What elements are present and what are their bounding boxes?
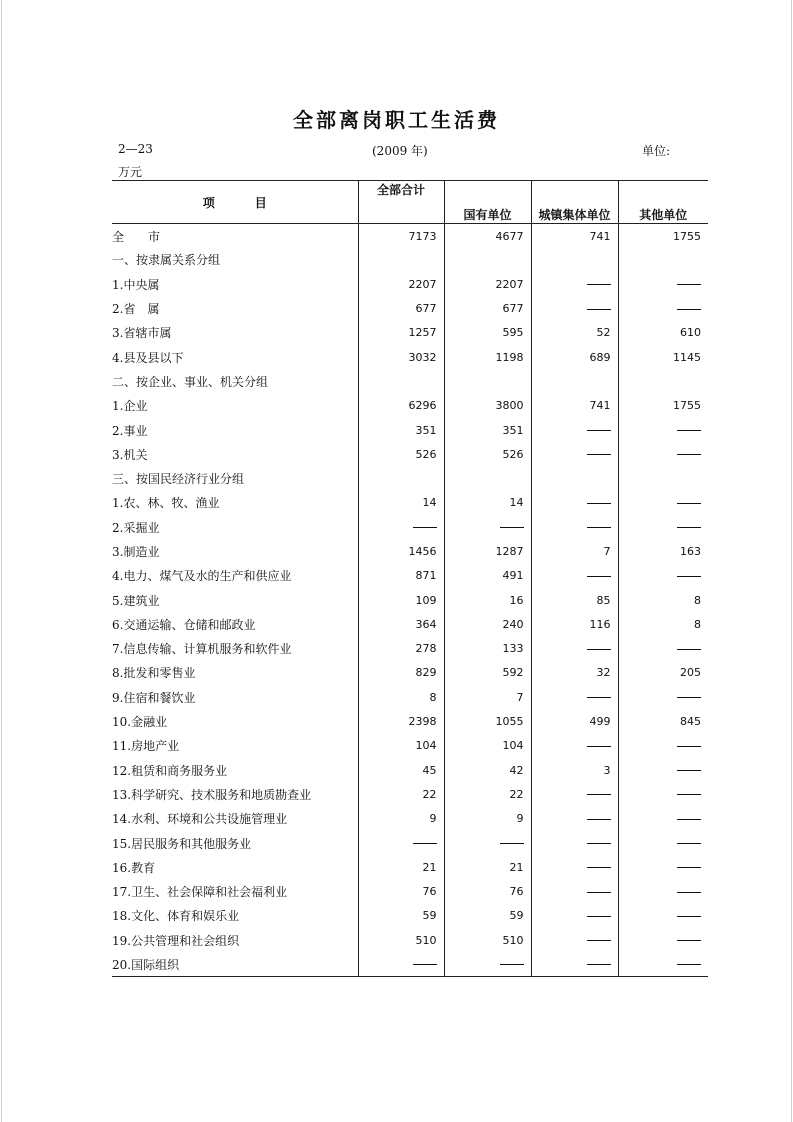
cell-urban-collective: 3 (531, 758, 618, 782)
cell-other-units (618, 491, 708, 515)
row-label: 13.科学研究、技术服务和地质勘查业 (112, 782, 358, 806)
dash-mark (587, 284, 611, 285)
cell-state-owned (444, 515, 531, 539)
table-number: 2—23 (118, 142, 153, 156)
table-row (112, 661, 708, 685)
cell-state-owned: 510 (444, 928, 531, 952)
cell-urban-collective (531, 248, 618, 272)
cell-state-owned: 677 (444, 296, 531, 320)
row-label: 二、按企业、事业、机关分组 (112, 369, 358, 393)
dash-mark (587, 916, 611, 917)
table-row (112, 224, 708, 248)
table-row (112, 855, 708, 879)
page-border-left (1, 0, 2, 1122)
row-label: 8.批发和零售业 (112, 661, 358, 685)
table-row (112, 442, 708, 466)
dash-mark (677, 746, 701, 747)
row-label: 16.教育 (112, 855, 358, 879)
cell-state-owned: 21 (444, 855, 531, 879)
dash-mark (677, 454, 701, 455)
cell-urban-collective: 689 (531, 345, 618, 369)
cell-other-units (618, 952, 708, 976)
cell-other-units (618, 904, 708, 928)
cell-total (358, 369, 444, 393)
cell-urban-collective (531, 807, 618, 831)
cell-other-units (618, 369, 708, 393)
cell-other-units (618, 855, 708, 879)
cell-total: 8 (358, 685, 444, 709)
cell-other-units (618, 782, 708, 806)
table-row (112, 491, 708, 515)
table-row (112, 807, 708, 831)
table-row (112, 685, 708, 709)
cell-total: 22 (358, 782, 444, 806)
cell-total: 2398 (358, 709, 444, 733)
table-row (112, 952, 708, 976)
cell-urban-collective: 499 (531, 709, 618, 733)
table-row (112, 904, 708, 928)
cell-other-units (618, 418, 708, 442)
row-label: 5.建筑业 (112, 588, 358, 612)
cell-urban-collective (531, 564, 618, 588)
table-row (112, 709, 708, 733)
cell-other-units (618, 685, 708, 709)
cell-state-owned: 42 (444, 758, 531, 782)
table-row (112, 296, 708, 320)
row-label: 全 市 (112, 224, 358, 248)
table-row (112, 734, 708, 758)
dash-mark (413, 964, 437, 965)
cell-total: 364 (358, 612, 444, 636)
cell-state-owned: 351 (444, 418, 531, 442)
cell-total: 14 (358, 491, 444, 515)
cell-total: 677 (358, 296, 444, 320)
unit-label: 单位: (642, 144, 671, 158)
dash-mark (587, 309, 611, 310)
row-label: 11.房地产业 (112, 734, 358, 758)
dash-mark (677, 940, 701, 941)
dash-mark (587, 892, 611, 893)
dash-mark (587, 649, 611, 650)
table-row (112, 831, 708, 855)
cell-state-owned: 14 (444, 491, 531, 515)
cell-state-owned: 491 (444, 564, 531, 588)
cell-urban-collective (531, 296, 618, 320)
cell-other-units: 8 (694, 593, 701, 607)
cell-total (358, 248, 444, 272)
cell-state-owned: 59 (444, 904, 531, 928)
cell-urban-collective (531, 491, 618, 515)
cell-total: 1456 (358, 539, 444, 563)
dash-mark (413, 843, 437, 844)
cell-state-owned: 7 (444, 685, 531, 709)
dash-mark (587, 940, 611, 941)
cell-other-units (618, 272, 708, 296)
cell-urban-collective (531, 952, 618, 976)
cell-state-owned: 1055 (444, 709, 531, 733)
dash-mark (587, 843, 611, 844)
row-label: 7.信息传输、计算机服务和软件业 (112, 637, 358, 661)
cell-state-owned: 9 (444, 807, 531, 831)
cell-state-owned: 22 (444, 782, 531, 806)
cell-urban-collective (531, 831, 618, 855)
table-body (112, 224, 708, 977)
cell-other-units: 205 (680, 666, 701, 680)
dash-mark (413, 527, 437, 528)
cell-state-owned: 526 (444, 442, 531, 466)
cell-other-units: 8 (694, 617, 701, 631)
unit-value: 万元 (118, 165, 143, 179)
cell-total: 871 (358, 564, 444, 588)
cell-urban-collective (531, 734, 618, 758)
dash-mark (587, 430, 611, 431)
cell-total: 829 (358, 661, 444, 685)
cell-state-owned (444, 248, 531, 272)
cell-state-owned: 4677 (444, 224, 531, 248)
page-title: 全部离岗职工生活费 (293, 108, 500, 132)
cell-urban-collective (531, 418, 618, 442)
cell-state-owned: 595 (444, 321, 531, 345)
cell-other-units (618, 466, 708, 490)
statistics-table (112, 180, 708, 977)
dash-mark (677, 284, 701, 285)
cell-urban-collective: 7 (531, 539, 618, 563)
table-row (112, 272, 708, 296)
dash-mark (500, 527, 524, 528)
header-item (112, 181, 358, 224)
cell-other-units (618, 296, 708, 320)
table-row (112, 637, 708, 661)
year-label: (2009 年) (372, 144, 428, 158)
cell-total (358, 515, 444, 539)
dash-mark (677, 649, 701, 650)
header-item-second: 目 (254, 195, 267, 210)
cell-urban-collective: 32 (531, 661, 618, 685)
dash-mark (677, 770, 701, 771)
cell-urban-collective (531, 442, 618, 466)
cell-total: 21 (358, 855, 444, 879)
dash-mark (677, 527, 701, 528)
header-other-units: 其他单位 (618, 181, 708, 224)
row-label: 3.制造业 (112, 539, 358, 563)
row-label: 4.电力、煤气及水的生产和供应业 (112, 564, 358, 588)
row-label: 18.文化、体育和娱乐业 (112, 904, 358, 928)
cell-other-units (618, 564, 708, 588)
cell-total: 109 (358, 588, 444, 612)
cell-total: 351 (358, 418, 444, 442)
table-row (112, 782, 708, 806)
row-label: 3.省辖市属 (112, 321, 358, 345)
row-label: 15.居民服务和其他服务业 (112, 831, 358, 855)
table-row (112, 369, 708, 393)
row-label: 14.水利、环境和公共设施管理业 (112, 807, 358, 831)
dash-mark (677, 916, 701, 917)
cell-other-units: 1755 (673, 230, 701, 244)
dash-mark (587, 867, 611, 868)
cell-total (358, 466, 444, 490)
row-label: 19.公共管理和社会组织 (112, 928, 358, 952)
dash-mark (587, 527, 611, 528)
dash-mark (587, 503, 611, 504)
cell-urban-collective (531, 855, 618, 879)
cell-other-units (618, 442, 708, 466)
cell-other-units (618, 758, 708, 782)
dash-mark (677, 843, 701, 844)
row-label: 2.采掘业 (112, 515, 358, 539)
table-row (112, 539, 708, 563)
cell-urban-collective: 741 (531, 394, 618, 418)
cell-total: 2207 (358, 272, 444, 296)
cell-other-units (618, 807, 708, 831)
cell-urban-collective (531, 369, 618, 393)
row-label: 1.农、林、牧、渔业 (112, 491, 358, 515)
dash-mark (500, 964, 524, 965)
cell-other-units: 1755 (673, 399, 701, 413)
table-row (112, 321, 708, 345)
row-label: 10.金融业 (112, 709, 358, 733)
cell-other-units: 163 (680, 545, 701, 558)
row-label: 1.企业 (112, 394, 358, 418)
cell-total: 7173 (358, 224, 444, 248)
cell-other-units (618, 928, 708, 952)
cell-urban-collective (531, 904, 618, 928)
dash-mark (677, 892, 701, 893)
cell-other-units (618, 637, 708, 661)
dash-mark (677, 697, 701, 698)
dash-mark (500, 843, 524, 844)
cell-other-units (618, 734, 708, 758)
cell-state-owned: 1198 (444, 345, 531, 369)
cell-total: 76 (358, 880, 444, 904)
header-item-first: 项 (202, 195, 215, 210)
cell-urban-collective (531, 466, 618, 490)
cell-state-owned: 76 (444, 880, 531, 904)
cell-state-owned: 592 (444, 661, 531, 685)
table-row (112, 928, 708, 952)
cell-other-units: 1145 (673, 350, 701, 364)
dash-mark (677, 964, 701, 965)
cell-state-owned: 240 (444, 612, 531, 636)
row-label: 20.国际组织 (112, 952, 358, 976)
cell-other-units: 610 (680, 326, 701, 340)
cell-state-owned: 16 (444, 588, 531, 612)
cell-state-owned (444, 369, 531, 393)
dash-mark (677, 430, 701, 431)
cell-other-units (618, 248, 708, 272)
cell-other-units (618, 831, 708, 855)
dash-mark (587, 794, 611, 795)
cell-urban-collective (531, 272, 618, 296)
cell-state-owned (444, 952, 531, 976)
row-label: 17.卫生、社会保障和社会福利业 (112, 880, 358, 904)
cell-total: 1257 (358, 321, 444, 345)
cell-urban-collective (531, 782, 618, 806)
dash-mark (587, 746, 611, 747)
row-label: 4.县及县以下 (112, 345, 358, 369)
table-row (112, 564, 708, 588)
row-label: 三、按国民经济行业分组 (112, 466, 358, 490)
cell-state-owned (444, 831, 531, 855)
dash-mark (587, 697, 611, 698)
dash-mark (677, 867, 701, 868)
cell-total (358, 831, 444, 855)
dash-mark (677, 309, 701, 310)
cell-urban-collective (531, 637, 618, 661)
cell-urban-collective (531, 880, 618, 904)
cell-total: 510 (358, 928, 444, 952)
row-label: 3.机关 (112, 442, 358, 466)
cell-total: 278 (358, 637, 444, 661)
row-label: 6.交通运输、仓储和邮政业 (112, 612, 358, 636)
dash-mark (677, 503, 701, 504)
header-total: 全部合计 (358, 181, 444, 224)
table-row (112, 345, 708, 369)
cell-urban-collective (531, 928, 618, 952)
table-row (112, 515, 708, 539)
cell-urban-collective: 741 (531, 224, 618, 248)
cell-state-owned: 133 (444, 637, 531, 661)
cell-urban-collective (531, 685, 618, 709)
cell-urban-collective: 85 (531, 588, 618, 612)
cell-total: 45 (358, 758, 444, 782)
dash-mark (587, 964, 611, 965)
table-row (112, 758, 708, 782)
dash-mark (677, 794, 701, 795)
dash-mark (677, 819, 701, 820)
row-label: 1.中央属 (112, 272, 358, 296)
cell-state-owned (444, 466, 531, 490)
cell-other-units: 845 (680, 715, 701, 729)
cell-state-owned: 3800 (444, 394, 531, 418)
page-border-right (791, 0, 792, 1122)
cell-state-owned: 2207 (444, 272, 531, 296)
cell-urban-collective (531, 515, 618, 539)
table-row (112, 466, 708, 490)
cell-total: 104 (358, 734, 444, 758)
dash-mark (587, 819, 611, 820)
cell-total: 9 (358, 807, 444, 831)
cell-urban-collective: 52 (531, 321, 618, 345)
header-state-owned: 国有单位 (444, 181, 531, 224)
cell-total: 3032 (358, 345, 444, 369)
table-header-row (112, 181, 708, 224)
table-row (112, 588, 708, 612)
table-row (112, 418, 708, 442)
cell-other-units (618, 880, 708, 904)
table-row (112, 248, 708, 272)
cell-urban-collective: 116 (531, 612, 618, 636)
cell-total: 526 (358, 442, 444, 466)
row-label: 12.租赁和商务服务业 (112, 758, 358, 782)
table-row (112, 612, 708, 636)
cell-state-owned: 104 (444, 734, 531, 758)
cell-other-units (618, 515, 708, 539)
table-row (112, 394, 708, 418)
cell-state-owned: 1287 (444, 539, 531, 563)
cell-total (358, 952, 444, 976)
header-urban-collective: 城镇集体单位 (531, 181, 618, 224)
dash-mark (587, 576, 611, 577)
row-label: 2.省 属 (112, 296, 358, 320)
dash-mark (677, 576, 701, 577)
dash-mark (587, 454, 611, 455)
row-label: 9.住宿和餐饮业 (112, 685, 358, 709)
cell-total: 6296 (358, 394, 444, 418)
row-label: 2.事业 (112, 418, 358, 442)
table-row (112, 880, 708, 904)
cell-total: 59 (358, 904, 444, 928)
row-label: 一、按隶属关系分组 (112, 248, 358, 272)
